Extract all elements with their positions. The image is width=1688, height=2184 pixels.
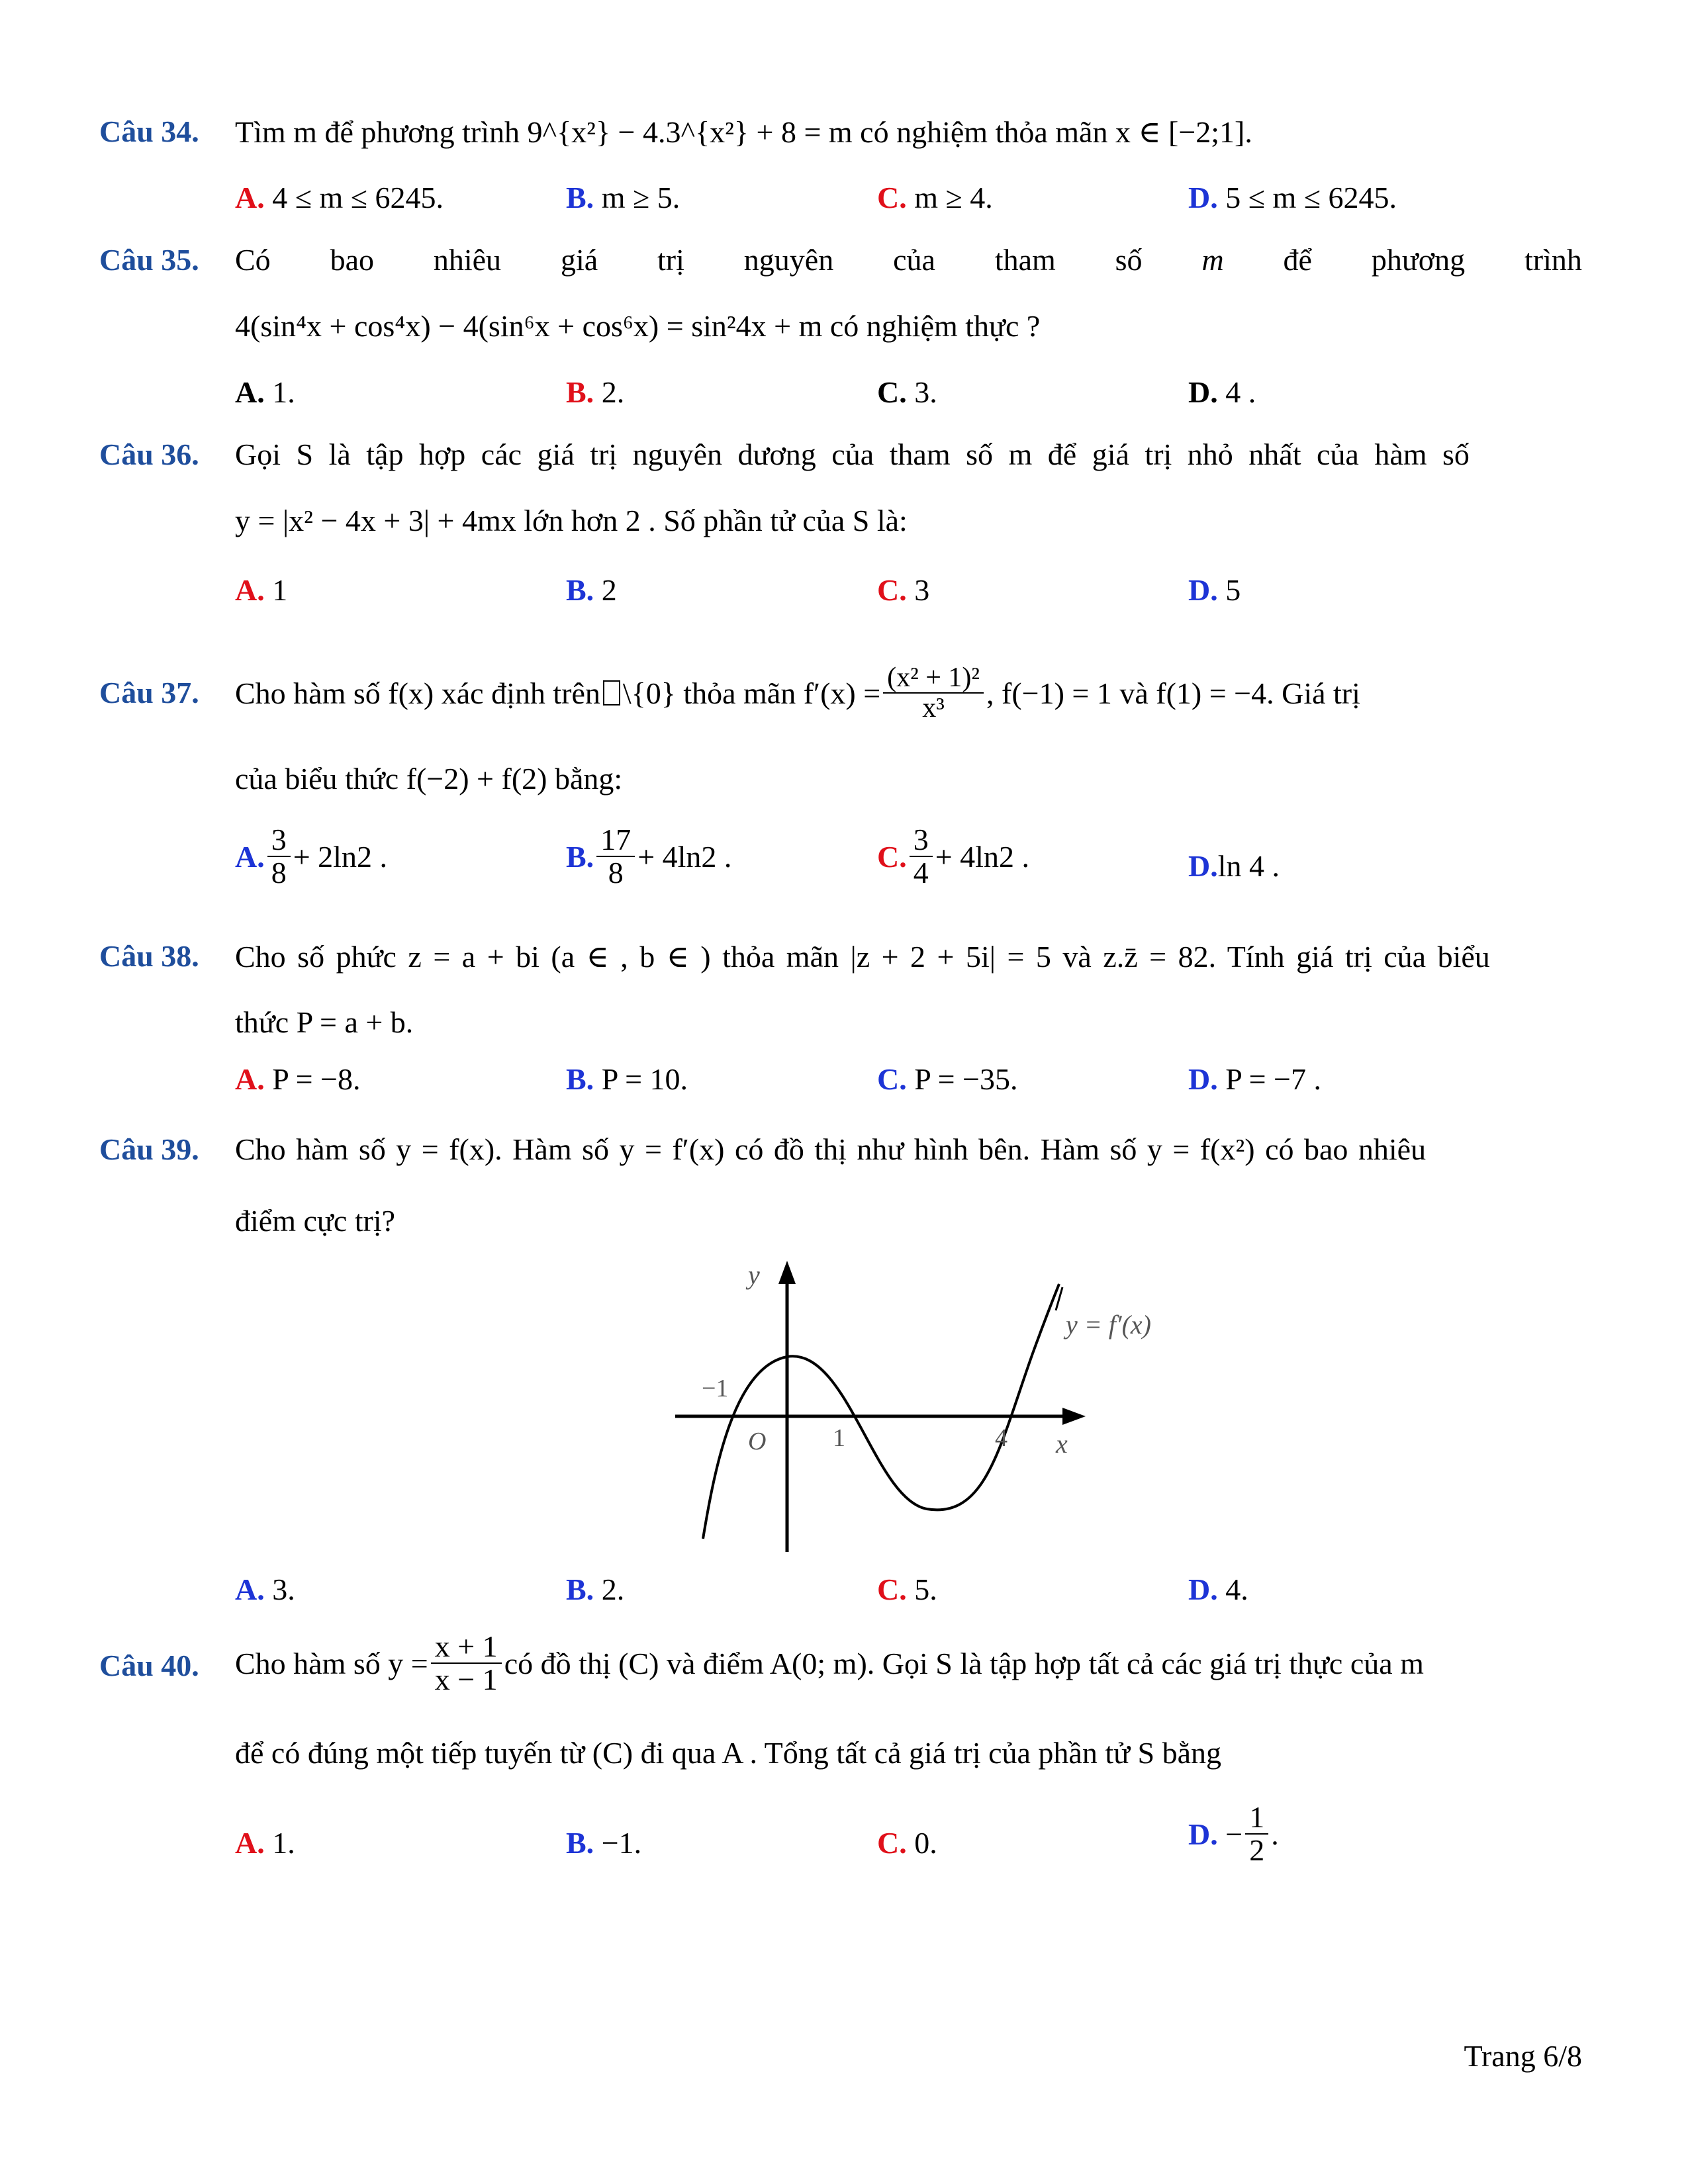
option-a[interactable]: A. 4 ≤ m ≤ 6245.	[235, 181, 444, 214]
option-d[interactable]: D. − $\frac{1}{2}$ .	[1188, 1800, 1279, 1868]
option-c[interactable]: C. 0.	[877, 1826, 937, 1860]
page-number: Trang 6/8	[1464, 2039, 1582, 2073]
tick-label-neg-1: −1	[702, 1375, 729, 1402]
question-label: Câu 34.	[99, 114, 199, 148]
y-axis-label: y	[748, 1260, 760, 1290]
function-fraction: $\frac{x + 1}{x - 1}$	[431, 1631, 502, 1696]
question-text: Tìm m để phương trình 9^{x²} − 4.3^{x²} + 8 = m có nghiệm thỏa mãn x ∈ [−2;1].	[235, 115, 1252, 149]
derivative-graph	[675, 1248, 1152, 1552]
tick-label-4: 4	[995, 1424, 1008, 1452]
option-c[interactable]: C. 3.	[877, 375, 937, 409]
tick-label-1: 1	[833, 1424, 845, 1452]
option-d[interactable]: D. 4.	[1188, 1572, 1248, 1606]
curve-label: y = f′(x)	[1066, 1310, 1152, 1340]
x-axis-label: x	[1056, 1429, 1068, 1459]
question-label: Câu 38.	[99, 939, 199, 973]
option-b[interactable]: B. P = 10.	[566, 1062, 688, 1096]
question-text-line-2: y = |x² − 4x + 3| + 4mx lớn hơn 2 . Số phần tử của S là:	[235, 504, 908, 537]
question-text-line-1: Cho hàm số y = f(x). Hàm số y = f′(x) có đồ thị như hình bên. Hàm số y = f(x²) có bao nhiêu	[235, 1132, 1427, 1166]
question-label: Câu 37.	[99, 676, 199, 709]
option-c[interactable]: C. 3	[877, 573, 930, 607]
y-axis	[778, 1261, 796, 1552]
option-d[interactable]: D. 5 ≤ m ≤ 6245.	[1188, 181, 1397, 214]
option-c[interactable]: C. $\frac{3}{4}$ + 4ln2 .	[877, 823, 1029, 890]
option-b[interactable]: B. 2	[566, 573, 617, 607]
option-c[interactable]: C. 5.	[877, 1572, 937, 1606]
option-b[interactable]: B. 2.	[566, 1572, 625, 1606]
question-text-line-2: thức P = a + b.	[235, 1005, 414, 1039]
question-text-line-2: điểm cực trị?	[235, 1204, 396, 1238]
option-a[interactable]: A. 1.	[235, 1826, 295, 1860]
question-text-line-1: Cho hàm số y = $\frac{x + 1}{x - 1}$ có đồ thị (C) và điểm A(0; m). Gọi S là tập hợp tất cả các giá trị thực của m	[235, 1629, 1424, 1696]
question-label: Câu 36.	[99, 437, 199, 471]
option-d[interactable]: D.ln 4 .	[1188, 849, 1280, 883]
question-text-line-2: của biểu thức f(−2) + f(2) bằng:	[235, 762, 623, 796]
option-a[interactable]: A. 1	[235, 573, 288, 607]
option-b[interactable]: B. $\frac{17}{8}$ + 4ln2 .	[566, 823, 732, 890]
question-label: Câu 39.	[99, 1132, 199, 1166]
question-text-line-1: Gọi S là tập hợp các giá trị nguyên dương của tham số m để giá trị nhỏ nhất của hàm số	[235, 437, 1470, 471]
option-a[interactable]: A. P = −8.	[235, 1062, 361, 1096]
question-text-line-1: Có bao nhiêu giá trị nguyên của tham số m để phương trình	[235, 243, 1582, 277]
option-d[interactable]: D. P = −7 .	[1188, 1062, 1321, 1096]
option-b[interactable]: B. m ≥ 5.	[566, 181, 680, 214]
option-d[interactable]: D. 4 .	[1188, 375, 1256, 409]
option-a[interactable]: A. 1.	[235, 375, 295, 409]
question-text-line-2: 4(sin⁴x + cos⁴x) − 4(sin⁶x + cos⁶x) = sin²4x + m có nghiệm thực ?	[235, 309, 1041, 343]
option-a[interactable]: A. 3.	[235, 1572, 295, 1606]
option-a[interactable]: A. $\frac{3}{8}$ + 2ln2 .	[235, 823, 387, 890]
question-text-line-2: để có đúng một tiếp tuyến từ (C) đi qua A . Tổng tất cả giá trị của phần tử S bằng	[235, 1736, 1222, 1770]
real-numbers-symbol	[603, 680, 620, 705]
curve-f-prime	[703, 1284, 1059, 1539]
question-label: Câu 40.	[99, 1649, 199, 1682]
option-b[interactable]: B. −1.	[566, 1826, 642, 1860]
derivative-fraction: $\frac{\text{(x² + 1)²}}{\text{x³}}$	[883, 663, 984, 723]
option-b[interactable]: B. 2.	[566, 375, 625, 409]
question-label: Câu 35.	[99, 243, 199, 277]
question-text-line-1: Cho số phức z = a + bi (a ∈ , b ∈ ) thỏa mãn |z + 2 + 5i| = 5 và z.z̄ = 82. Tính giá trị của biểu	[235, 940, 1490, 974]
option-d[interactable]: D. 5	[1188, 573, 1241, 607]
option-c[interactable]: C. P = −35.	[877, 1062, 1018, 1096]
question-text-line-1: Cho hàm số f(x) xác định trên \{0} thỏa mãn f′(x) = $\frac{\text{(x² + 1)²}}{\text{x³}}$ , f(−1) = 1 và f(1) = −4. Giá trị	[235, 662, 1360, 723]
origin-label: O	[748, 1428, 767, 1455]
option-c[interactable]: C. m ≥ 4.	[877, 181, 993, 214]
